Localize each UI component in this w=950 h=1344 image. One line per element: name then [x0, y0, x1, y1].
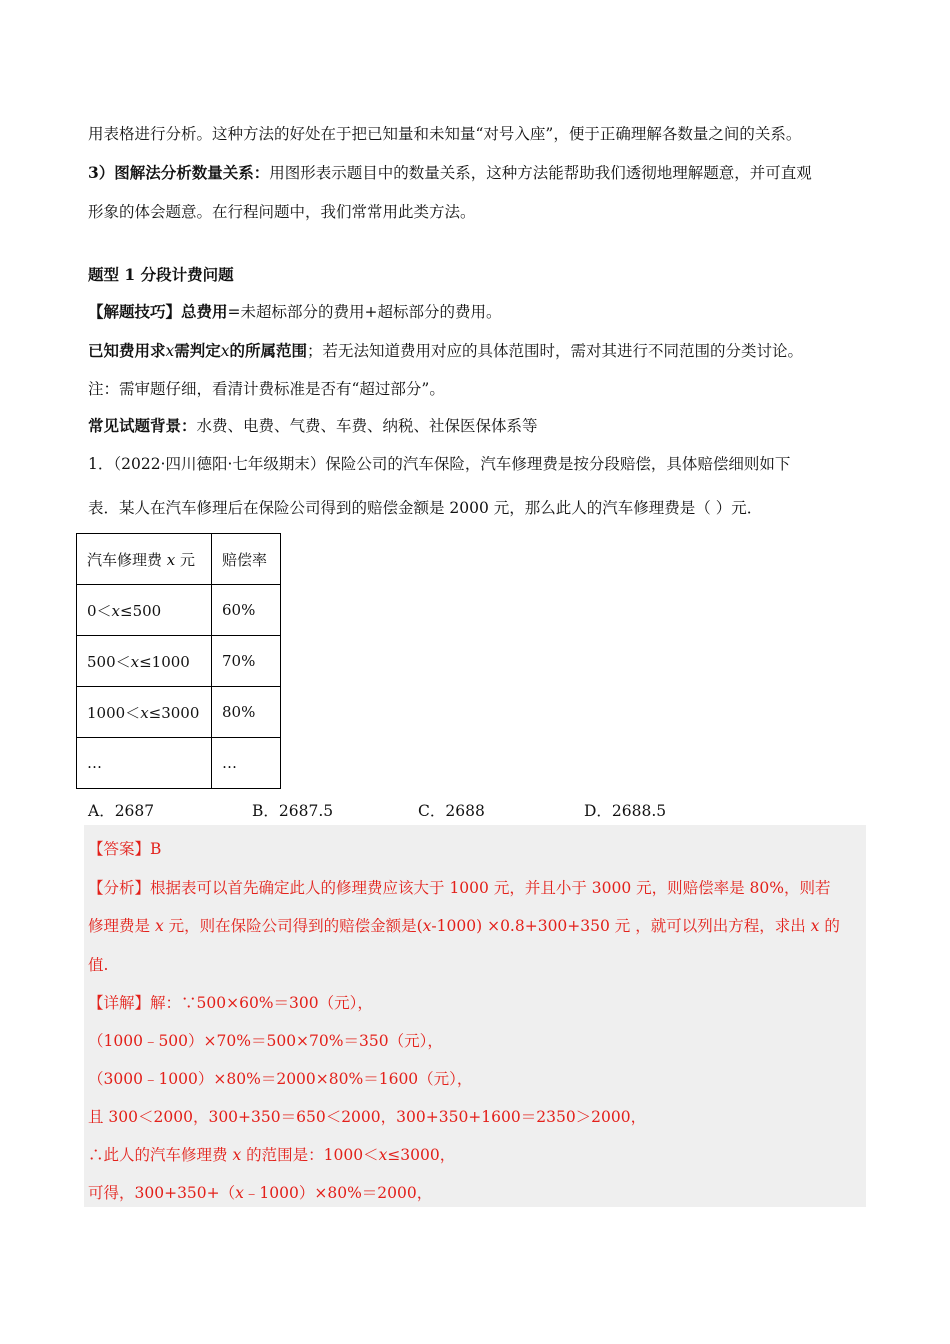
- analysis-label: 【分析】: [88, 879, 151, 897]
- table-row: [77, 585, 281, 636]
- tip-label: 【解题技巧】总费用: [88, 302, 228, 321]
- background-line: [88, 414, 538, 436]
- range-cell: 500＜x≤1000: [77, 636, 212, 687]
- range-cell: 0＜x≤500: [77, 585, 212, 636]
- detail-line-3: （3000﹣1000）×80%＝2000×80%＝1600（元），: [88, 1070, 473, 1088]
- header-fee-cell: 汽车修理费 x 元: [77, 534, 212, 585]
- detail-line-4: 且 300＜2000，300+350＝650＜2000，300+350+1600＝2350＞2000，: [88, 1108, 647, 1126]
- rate-cell: 70%: [212, 636, 281, 687]
- detail-line-1: 【详解】解：∵500×60%＝300（元），: [88, 994, 373, 1012]
- detail-line-2: （1000﹣500）×70%＝500×70%＝350（元），: [88, 1032, 443, 1050]
- answer-line: 【答案】B: [88, 840, 162, 858]
- fee-table: [76, 533, 281, 789]
- tip-text: =未超标部分的费用+超标部分的费用。: [227, 303, 502, 321]
- rate-cell: 80%: [212, 687, 281, 738]
- rule-var: x: [220, 342, 230, 360]
- section-title: 题型 1 分段计费问题: [88, 265, 234, 284]
- background-text: 水费、电费、气费、车费、纳税、社保医保体系等: [196, 417, 538, 435]
- background-label: 常见试题背景：: [88, 416, 197, 435]
- table-row: [77, 687, 281, 738]
- rule-var: x: [165, 342, 175, 360]
- option-b[interactable]: B．2687.5: [252, 802, 334, 820]
- rule-part: 的所属范围: [229, 341, 308, 360]
- table-row: [77, 738, 281, 789]
- table-row: [77, 636, 281, 687]
- rule-part: 已知费用求: [88, 341, 166, 360]
- rule-part: 需判定: [174, 341, 221, 360]
- range-cell: 1000＜x≤3000: [77, 687, 212, 738]
- question-line-1: 1．（2022·四川德阳·七年级期末）保险公司的汽车保险，汽车修理费是按分段赔偿，具体赔偿细则如下: [88, 455, 791, 473]
- analysis-line-3: 值.: [88, 956, 109, 974]
- rate-cell: …: [212, 738, 281, 789]
- rate-cell: 60%: [212, 585, 281, 636]
- method-3-title: 3）图解法分析数量关系：: [88, 163, 270, 182]
- table-header-row: [77, 534, 281, 585]
- answer-box: [84, 825, 866, 1207]
- tip-line: [88, 300, 502, 322]
- rule-text: ；若无法知道费用对应的具体范围时，需对其进行不同范围的分类讨论。: [307, 342, 804, 360]
- header-rate-cell: 赔偿率: [212, 534, 281, 585]
- question-line-2: 表．某人在汽车修理后在保险公司得到的赔偿金额是 2000 元，那么此人的汽车修理费是（ ）元．: [88, 499, 763, 517]
- detail-label: 【详解】: [88, 994, 151, 1012]
- method-3-line-2: 形象的体会题意。在行程问题中，我们常常用此类方法。: [88, 203, 476, 221]
- option-d[interactable]: D．2688.5: [584, 802, 667, 820]
- analysis-line-1: 【分析】根据表可以首先确定此人的修理费应该大于 1000 元，并且小于 3000 元，则赔偿率是 80%，则若: [88, 879, 831, 897]
- detail-line-6: 可得，300+350+（x﹣1000）×80%＝2000，: [88, 1184, 433, 1202]
- method-3-text: 用图形表示题目中的数量关系，这种方法能帮助我们透彻地理解题意，并可直观: [269, 164, 812, 182]
- detail-line-5: ∴此人的汽车修理费 x 的范围是：1000＜x≤3000，: [88, 1146, 456, 1164]
- intro-line-1: 用表格进行分析。这种方法的好处在于把已知量和未知量“对号入座”，便于正确理解各数量之间的关系。: [88, 125, 802, 143]
- rule-line: [88, 339, 803, 361]
- option-a[interactable]: A．2687: [88, 802, 155, 820]
- range-cell: …: [77, 738, 212, 789]
- option-c[interactable]: C．2688: [418, 802, 485, 820]
- method-3-line: [88, 161, 812, 183]
- analysis-line-2: 修理费是 x 元，则在保险公司得到的赔偿金额是(x-1000) ×0.8+300+350 元 ，就可以列出方程，求出 x 的: [88, 917, 840, 935]
- note-line: 注：需审题仔细，看清计费标准是否有“超过部分”。: [88, 380, 445, 398]
